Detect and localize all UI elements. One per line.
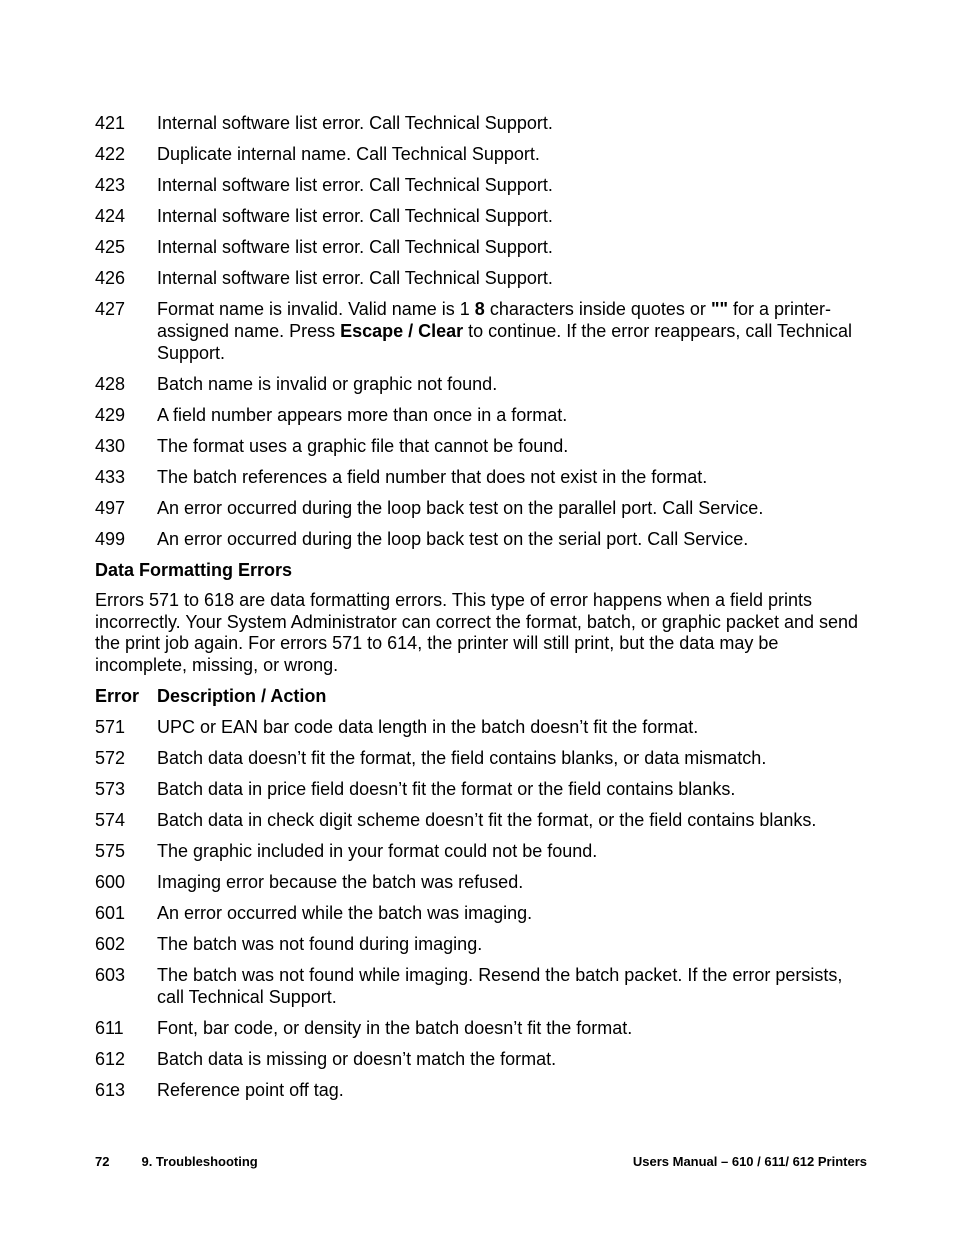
- section-intro: Errors 571 to 618 are data formatting errors. This type of error happens when a field prints incorrectly. Your System Administrator can correct the format, batch, or graphic packet and send the print job again. For errors 571 to 614, the printer will still print, but the data may be incomplete, missing, or wrong.: [95, 590, 859, 675]
- error-description: The graphic included in your format could not be found.: [157, 841, 598, 861]
- error-code: 424: [95, 206, 126, 226]
- error-row: [95, 143, 870, 165]
- error-row: [95, 404, 870, 426]
- error-description: Duplicate internal name. Call Technical Support.: [157, 144, 540, 164]
- error-row: [95, 871, 870, 893]
- error-code: 430: [95, 436, 126, 456]
- error-description: Internal software list error. Call Technical Support.: [157, 268, 553, 288]
- error-code: 611: [95, 1018, 124, 1038]
- error-code: 612: [95, 1049, 126, 1069]
- error-row: [95, 933, 870, 955]
- error-code: 497: [95, 498, 126, 518]
- page-footer: [95, 1154, 867, 1170]
- page-number: 72: [95, 1154, 110, 1169]
- error-row: [95, 466, 870, 488]
- error-row: [95, 840, 870, 862]
- error-row: [95, 205, 870, 227]
- error-code: 573: [95, 779, 126, 799]
- error-description: Internal software list error. Call Technical Support.: [157, 206, 553, 226]
- manual-title: Users Manual – 610 / 611/ 612 Printers: [632, 1154, 867, 1169]
- error-description: Batch data in check digit scheme doesn’t fit the format, or the field contains blanks.: [157, 810, 817, 830]
- error-description: Internal software list error. Call Technical Support.: [157, 237, 553, 257]
- error-code: 601: [95, 903, 126, 923]
- error-description: The batch was not found while imaging. Resend the batch packet. If the error persists, call Technical Support.: [157, 965, 843, 1007]
- error-row: [95, 809, 870, 831]
- error-code: 613: [95, 1080, 126, 1100]
- error-code: 427: [95, 299, 126, 319]
- error-description: An error occurred during the loop back test on the serial port. Call Service.: [157, 529, 749, 549]
- error-list-bottom: [95, 716, 870, 1101]
- error-code: 421: [95, 113, 126, 133]
- description-text: characters inside quotes or: [484, 299, 711, 319]
- bold-text: Escape / Clear: [340, 321, 464, 341]
- error-code: 571: [95, 717, 126, 737]
- error-description: A field number appears more than once in a format.: [157, 405, 568, 425]
- table-header: [95, 685, 870, 707]
- error-row: [95, 1079, 870, 1101]
- error-row: [95, 1048, 870, 1070]
- error-code: 600: [95, 872, 126, 892]
- error-code: 574: [95, 810, 126, 830]
- footer-left: [95, 1154, 258, 1170]
- error-description: Font, bar code, or density in the batch doesn’t fit the format.: [157, 1018, 633, 1038]
- bold-text: 8: [474, 299, 485, 319]
- error-description: UPC or EAN bar code data length in the batch doesn’t fit the format.: [157, 717, 699, 737]
- error-description: The format uses a graphic file that cannot be found.: [157, 436, 569, 456]
- error-row: [95, 174, 870, 196]
- error-code: 428: [95, 374, 126, 394]
- error-row: [95, 716, 870, 738]
- section-heading: Data Formatting Errors: [95, 560, 293, 580]
- error-description: Batch name is invalid or graphic not found.: [157, 374, 498, 394]
- error-description: Reference point off tag.: [157, 1080, 344, 1100]
- error-row: [95, 267, 870, 289]
- error-description: An error occurred during the loop back test on the parallel port. Call Service.: [157, 498, 764, 518]
- error-row: [95, 497, 870, 519]
- error-row: [95, 112, 870, 134]
- error-row: [95, 778, 870, 800]
- error-description: An error occurred while the batch was imaging.: [157, 903, 533, 923]
- error-code: 602: [95, 934, 126, 954]
- error-code: 425: [95, 237, 126, 257]
- error-row: [95, 964, 870, 1008]
- error-row: [95, 1017, 870, 1039]
- error-description: The batch references a field number that does not exist in the format.: [157, 467, 708, 487]
- error-row: [95, 435, 870, 457]
- error-description: Batch data in price field doesn’t fit the format or the field contains blanks.: [157, 779, 736, 799]
- error-code: 433: [95, 467, 126, 487]
- error-row: [95, 902, 870, 924]
- error-code: 575: [95, 841, 126, 861]
- column-header-error: Error: [95, 686, 140, 706]
- error-code: 499: [95, 529, 126, 549]
- error-description: [157, 298, 870, 364]
- error-row: [95, 373, 870, 395]
- error-code: 422: [95, 144, 126, 164]
- error-description: Internal software list error. Call Technical Support.: [157, 175, 553, 195]
- error-code: 423: [95, 175, 126, 195]
- bold-text: "": [710, 299, 729, 319]
- error-description: Imaging error because the batch was refused.: [157, 872, 524, 892]
- column-header-description: Description / Action: [157, 686, 327, 706]
- error-description: Internal software list error. Call Technical Support.: [157, 113, 553, 133]
- error-code: 603: [95, 965, 126, 985]
- error-row-427: [95, 298, 870, 364]
- chapter-title: 9. Troubleshooting: [141, 1154, 258, 1169]
- error-row: [95, 747, 870, 769]
- error-description: Batch data is missing or doesn’t match the format.: [157, 1049, 557, 1069]
- error-code: 572: [95, 748, 126, 768]
- description-text: to continue. If the error reappears, call Technical Support.: [157, 321, 853, 363]
- error-description: The batch was not found during imaging.: [157, 934, 483, 954]
- page-content: [95, 112, 870, 1110]
- error-row: [95, 528, 870, 550]
- error-code: 429: [95, 405, 126, 425]
- description-text: for a printer-assigned name. Press: [157, 299, 832, 341]
- description-text: Format name is invalid. Valid name is 1: [157, 299, 475, 319]
- error-code: 426: [95, 268, 126, 288]
- error-list-top: [95, 112, 870, 550]
- error-row: [95, 236, 870, 258]
- error-description: Batch data doesn’t fit the format, the field contains blanks, or data mismatch.: [157, 748, 767, 768]
